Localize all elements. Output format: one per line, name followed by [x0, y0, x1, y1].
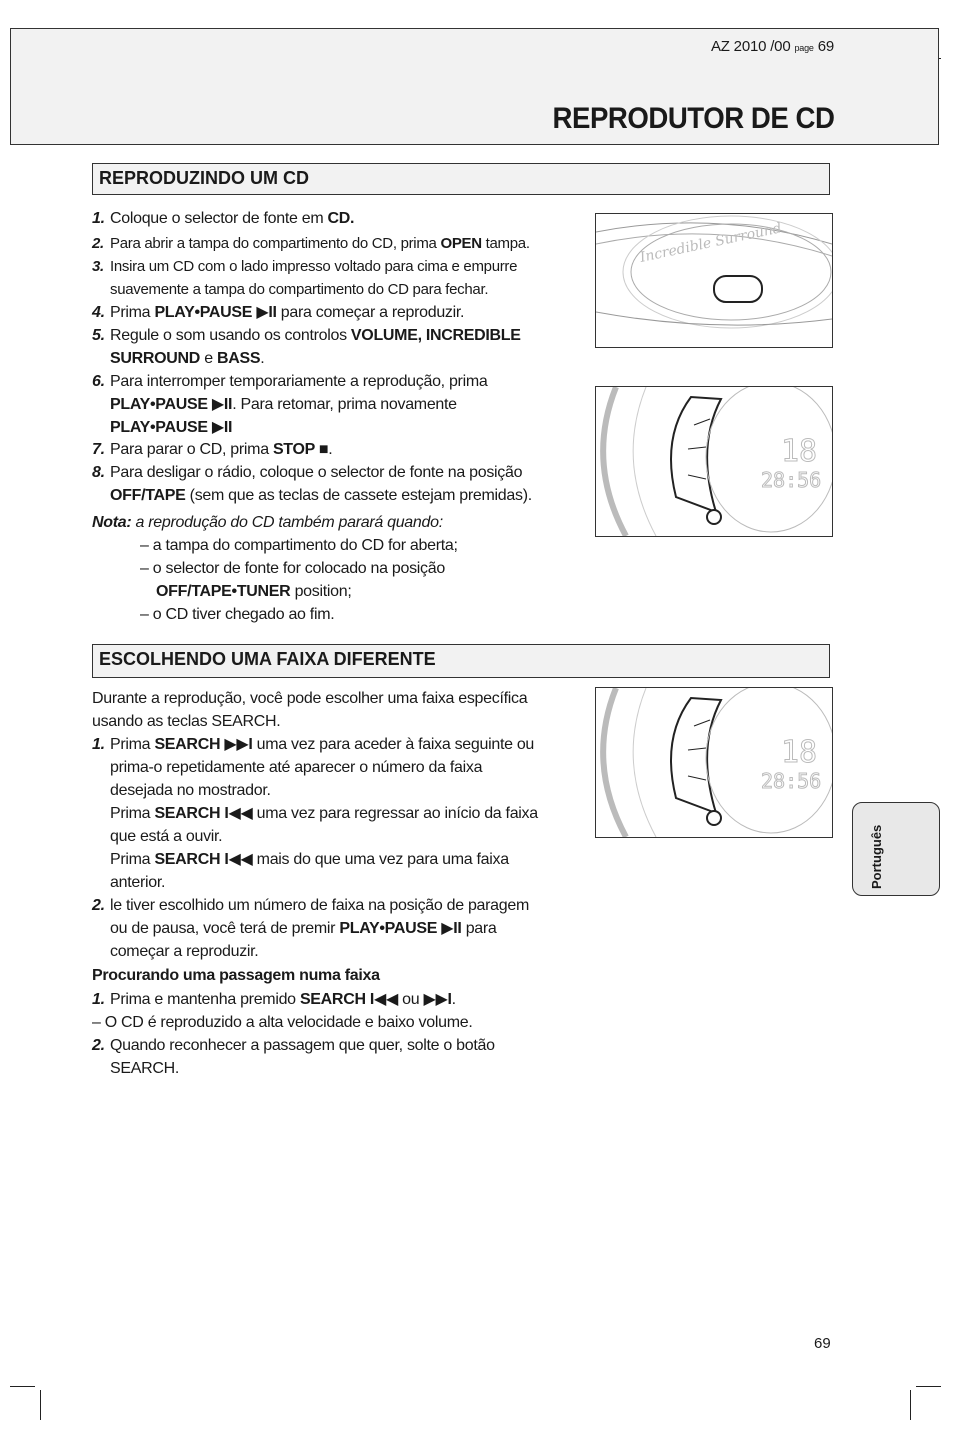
display-track: 18	[781, 434, 818, 469]
crop-mark	[40, 1390, 41, 1420]
power-button-icon	[707, 510, 721, 524]
display-time: 28:56	[761, 468, 822, 492]
search-step-1: 1. Prima SEARCH ▶▶I uma vez para aceder à faixa seguinte ou prima-o repetidamente até aparecer o número da faixa desejada no mostrador. Prima SEARCH I◀◀ uma vez para regressar ao início da faixa que está a ouvir. Prima SEARCH I◀◀ mais do que uma vez para uma faixa anterior.	[92, 736, 538, 891]
note-item: – o selector de fonte for colocado na posição	[140, 560, 445, 577]
intro-line: usando as teclas SEARCH.	[92, 713, 281, 730]
passage-dash: – O CD é reproduzido a alta velocidade e baixo volume.	[92, 1014, 473, 1031]
section-heading-select-track: ESCOLHENDO UMA FAIXA DIFERENTE	[92, 644, 830, 678]
figure-cd-lid	[595, 213, 833, 348]
step-7: 7. Para parar o CD, prima STOP ■.	[92, 441, 333, 458]
open-button-icon	[714, 276, 762, 302]
language-label: Português	[869, 824, 884, 889]
note-item: – o CD tiver chegado ao fim.	[140, 606, 335, 623]
step-8: 8. Para desligar o rádio, coloque o selector de fonte na posição OFF/TAPE (sem que as teclas de cassete estejam premidas).	[92, 464, 532, 504]
page-title: REPRODUTOR DE CD	[552, 102, 834, 135]
crop-mark	[910, 1390, 911, 1420]
sub-heading: Procurando uma passagem numa faixa	[92, 967, 380, 984]
language-tab	[852, 802, 940, 896]
passage-step-1: 1. Prima e mantenha premido SEARCH I◀◀ ou ▶▶I.	[92, 991, 456, 1008]
step-4: 4. Prima PLAY•PAUSE ▶II para começar a reproduzir.	[92, 304, 465, 321]
step-6: 6. Para interromper temporariamente a reprodução, prima PLAY•PAUSE ▶II. Para retomar, prima novamente PLAY•PAUSE ▶II	[92, 373, 488, 436]
figure-cd-controls	[595, 386, 833, 537]
crop-mark	[916, 1386, 941, 1387]
step-5: 5. Regule o som usando os controlos VOLUME, INCREDIBLE SURROUND e BASS.	[92, 327, 521, 367]
step-1: 1. Coloque o selector de fonte em CD.	[92, 210, 355, 227]
display-track: 18	[781, 735, 818, 770]
figure-search-controls	[595, 687, 833, 838]
note: Nota: a reprodução do CD também parará quando:	[92, 514, 443, 531]
step-2: 2. Para abrir a tampa do compartimento do CD, prima OPEN tampa.	[92, 235, 530, 252]
note-item: OFF/TAPE•TUNER position;	[156, 583, 352, 600]
control-panel-shape	[671, 397, 721, 512]
search-controls-illustration	[596, 688, 832, 837]
step-3: 3. Insira um CD com o lado impresso voltado para cima e empurre suavemente a tampa do compartimento do CD para fechar.	[92, 258, 518, 298]
search-step-2: 2. le tiver escolhido um número de faixa na posição de paragem ou de pausa, você terá de premir PLAY•PAUSE ▶II para começar a reproduzir.	[92, 897, 529, 960]
power-button-icon	[707, 811, 721, 825]
search-panel-shape	[671, 698, 721, 813]
model-label: AZ 2010 /00 page 69	[710, 38, 834, 55]
crop-mark	[10, 1386, 35, 1387]
cd-controls-illustration	[596, 387, 832, 536]
cd-lid-illustration	[596, 214, 832, 347]
intro-line: Durante a reprodução, você pode escolher uma faixa específica	[92, 690, 528, 707]
page-number: 69	[814, 1335, 831, 1352]
passage-step-2: 2. Quando reconhecer a passagem que quer, solte o botão SEARCH.	[92, 1037, 495, 1077]
fig-logo: Incredible Surround	[638, 220, 784, 266]
display-time: 28:56	[761, 769, 822, 793]
note-item: – a tampa do compartimento do CD for aberta;	[140, 537, 458, 554]
section-heading-play-cd: REPRODUZINDO UM CD	[92, 163, 830, 195]
